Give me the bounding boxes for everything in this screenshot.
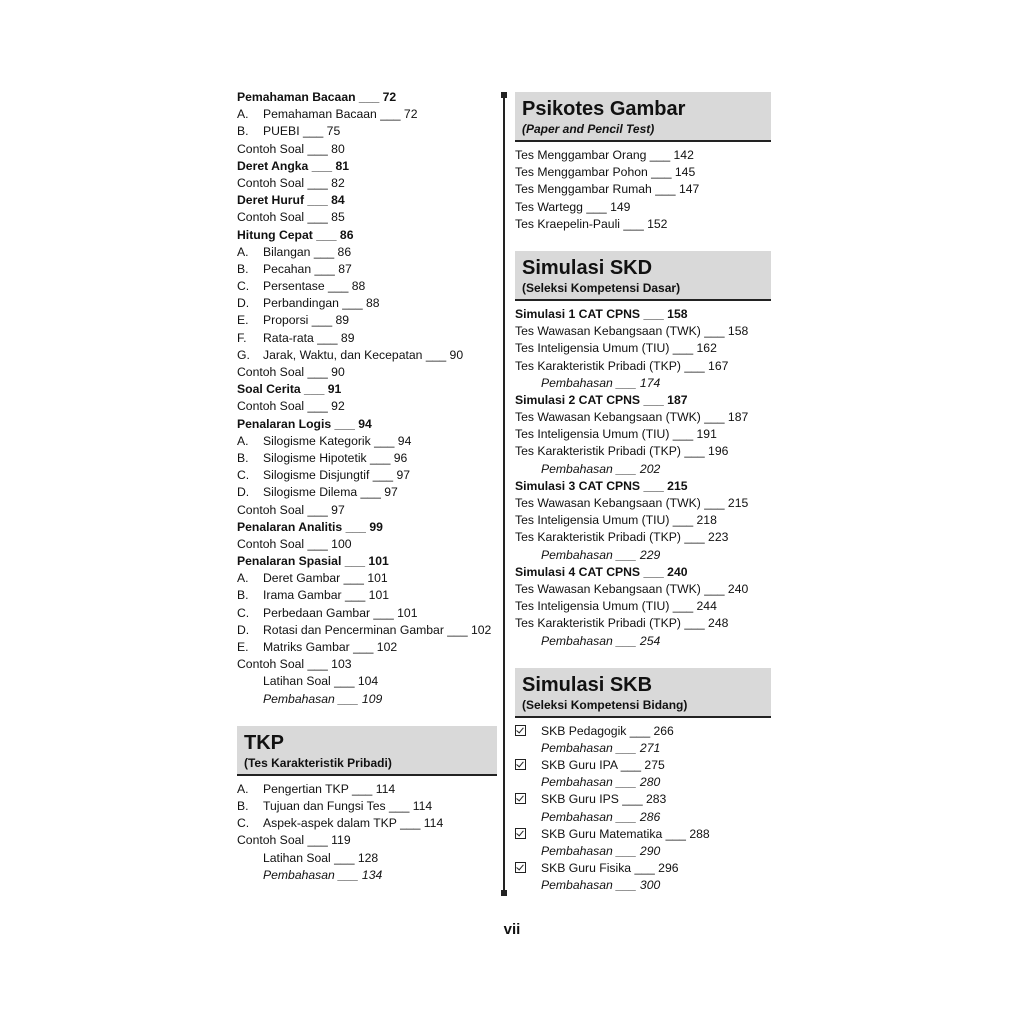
toc-entry-text: Deret Angka ___ 81 [237,158,350,173]
toc-entry [237,553,497,570]
toc-entry [237,347,497,364]
toc-entry [515,564,771,581]
toc-entry-text: Perbandingan ___ 88 [263,296,380,311]
toc-entry [237,141,497,158]
checkbox-checked-icon [515,725,526,736]
toc-entry [237,312,497,329]
toc-list [237,781,497,884]
toc-entry-text: Tes Inteligensia Umum (TIU) ___ 191 [515,427,717,442]
toc-entry [515,340,771,357]
toc-entry-letter: G. [237,347,250,362]
section-title: Simulasi SKB [522,673,653,696]
toc-entry-text: Rotasi dan Pencerminan Gambar ___ 102 [263,622,492,637]
toc-list [515,723,771,895]
toc-entry [237,832,497,849]
toc-entry-text: SKB Guru Fisika ___ 296 [541,861,679,876]
toc-entry [237,192,497,209]
toc-entry-text: Simulasi 1 CAT CPNS ___ 158 [515,306,688,321]
toc-entry-letter: E. [237,640,249,654]
toc-entry-text: SKB Guru IPA ___ 275 [541,758,665,773]
toc-entry-text: Pemahaman Bacaan ___ 72 [237,90,397,104]
toc-entry [515,181,771,198]
toc-entry-text: Contoh Soal ___ 103 [237,657,352,672]
toc-entry [515,478,771,495]
toc-entry-text: Tes Inteligensia Umum (TIU) ___ 162 [515,341,717,356]
toc-entry [515,358,771,375]
toc-entry [515,147,771,164]
toc-entry [237,867,497,884]
section-subtitle: (Tes Karakteristik Pribadi) [244,755,392,770]
toc-entry [237,89,497,106]
toc-entry [515,547,771,564]
section-title: Psikotes Gambar [522,98,686,120]
toc-entry [237,123,497,140]
toc-entry [515,461,771,478]
toc-entry [237,519,497,536]
toc-entry-letter: F. [237,330,247,345]
section-header-tkp [237,726,497,776]
column-divider [503,94,505,894]
toc-entry [515,495,771,512]
toc-entry-text: Penalaran Spasial ___ 101 [237,554,389,569]
toc-entry-text: Contoh Soal ___ 80 [237,141,345,156]
toc-entry [237,209,497,226]
toc-entry [237,502,497,519]
section-title: Simulasi SKD [522,256,653,279]
toc-entry-text: Silogisme Disjungtif ___ 97 [263,468,411,483]
toc-entry-letter: B. [237,261,249,276]
toc-entry-text: Simulasi 2 CAT CPNS ___ 187 [515,392,688,407]
toc-entry-text: Penalaran Logis ___ 94 [237,416,372,431]
toc-entry [237,175,497,192]
toc-entry-text: Tes Wartegg ___ 149 [515,199,631,214]
toc-entry [515,512,771,529]
toc-entry [515,443,771,460]
toc-entry-text: Tes Wawasan Kebangsaan (TWK) ___ 240 [515,581,749,596]
toc-entry [237,295,497,312]
toc-entry-letter: A. [237,571,249,586]
section-subtitle: (Seleksi Kompetensi Bidang) [522,697,688,712]
toc-entry [515,409,771,426]
toc-entry [237,398,497,415]
toc-entry-text: Deret Gambar ___ 101 [263,571,388,586]
toc-entry-text: PUEBI ___ 75 [263,124,341,139]
toc-entry [237,450,497,467]
toc-entry [515,740,771,757]
toc-entry-text: Contoh Soal ___ 82 [237,175,345,190]
toc-entry-text: Simulasi 4 CAT CPNS ___ 240 [515,564,688,579]
toc-entry [515,877,771,894]
toc-entry-text: Pembahasan ___ 174 [541,375,661,390]
toc-entry [237,691,497,708]
toc-entry [515,757,771,774]
toc-entry [237,330,497,347]
checkbox-checked-icon [515,828,526,839]
toc-entry [515,216,771,233]
toc-entry-letter: B. [237,450,249,465]
toc-entry-text: Contoh Soal ___ 100 [237,536,352,551]
section-header-psikotes [515,92,771,142]
toc-entry-text: Contoh Soal ___ 90 [237,365,345,379]
toc-entry-text: Pembahasan ___ 202 [541,461,661,476]
toc-entry-text: SKB Pedagogik ___ 266 [541,723,674,738]
toc-entry-letter: C. [237,605,250,620]
toc-entry [515,809,771,826]
toc-entry [515,774,771,791]
toc-entry-text: Tes Inteligensia Umum (TIU) ___ 218 [515,513,717,528]
toc-list [515,306,771,650]
toc-entry-text: Pengertian TKP ___ 114 [263,781,396,796]
toc-entry-text: Pembahasan ___ 229 [541,547,661,562]
toc-left-column [237,89,497,884]
toc-entry-letter: D. [237,622,250,637]
toc-entry-text: SKB Guru IPS ___ 283 [541,792,667,807]
toc-entry-text: Tes Menggambar Pohon ___ 145 [515,165,696,180]
toc-entry-text: Pembahasan ___ 300 [541,878,661,893]
toc-entry-letter: B. [237,588,249,603]
toc-entry-text: SKB Guru Matematika ___ 288 [541,826,710,841]
toc-entry [237,587,497,604]
toc-entry-text: Silogisme Hipotetik ___ 96 [263,450,408,465]
toc-entry [515,529,771,546]
toc-entry-text: Hitung Cepat ___ 86 [237,227,354,242]
toc-entry-text: Tes Karakteristik Pribadi (TKP) ___ 223 [515,530,729,545]
toc-entry-text: Silogisme Kategorik ___ 94 [263,433,412,448]
checkbox-checked-icon [515,759,526,770]
toc-entry-letter: D. [237,485,250,500]
toc-entry-text: Tes Menggambar Orang ___ 142 [515,148,694,162]
toc-entry [237,227,497,244]
toc-entry-text: Perbedaan Gambar ___ 101 [263,605,418,620]
toc-entry [237,622,497,639]
toc-entry [237,364,497,381]
toc-entry-text: Tes Wawasan Kebangsaan (TWK) ___ 158 [515,324,749,339]
toc-entry [515,323,771,340]
toc-entry-letter: A. [237,433,249,448]
toc-list [237,89,497,708]
toc-entry-text: Pembahasan ___ 286 [541,809,661,824]
toc-entry [515,791,771,808]
divider-cap-bottom [501,890,507,896]
toc-entry [515,581,771,598]
toc-entry [237,850,497,867]
toc-entry-text: Pembahasan ___ 109 [263,691,383,706]
toc-entry [515,615,771,632]
toc-entry [515,633,771,650]
toc-right-column [515,92,771,895]
divider-cap-top [501,92,507,98]
toc-entry-text: Tes Karakteristik Pribadi (TKP) ___ 196 [515,444,729,459]
toc-entry-text: Pembahasan ___ 280 [541,775,661,790]
toc-entry-letter: D. [237,296,250,311]
toc-entry-text: Penalaran Analitis ___ 99 [237,519,383,534]
toc-entry-text: Pemahaman Bacaan ___ 72 [263,107,418,122]
toc-entry [237,244,497,261]
toc-entry-letter: B. [237,798,249,813]
toc-entry [237,605,497,622]
toc-entry-text: Tes Menggambar Rumah ___ 147 [515,182,700,197]
toc-entry [237,673,497,690]
toc-entry [515,826,771,843]
toc-entry [515,426,771,443]
toc-entry-text: Aspek-aspek dalam TKP ___ 114 [263,816,444,831]
toc-entry-letter: C. [237,468,250,483]
toc-entry-text: Pembahasan ___ 254 [541,633,661,648]
toc-entry [237,416,497,433]
toc-entry-text: Simulasi 3 CAT CPNS ___ 215 [515,478,688,493]
toc-entry [237,781,497,798]
toc-entry [237,158,497,175]
toc-entry [237,570,497,587]
toc-entry [515,199,771,216]
toc-entry-text: Pembahasan ___ 271 [541,740,661,755]
toc-entry [237,798,497,815]
section-subtitle: (Seleksi Kompetensi Dasar) [522,280,681,295]
toc-entry-text: Tes Wawasan Kebangsaan (TWK) ___ 215 [515,496,749,510]
toc-entry [515,375,771,392]
checkbox-checked-icon [515,862,526,873]
toc-entry-text: Latihan Soal ___ 128 [263,850,379,865]
toc-entry-text: Pembahasan ___ 290 [541,844,661,858]
toc-entry [515,723,771,740]
section-header-skb [515,668,771,718]
toc-entry [515,164,771,181]
toc-entry [515,843,771,860]
toc-entry [237,106,497,123]
toc-entry-letter: C. [237,816,250,831]
toc-entry-letter: A. [237,781,249,796]
section-header-skd [515,251,771,301]
toc-entry-text: Bilangan ___ 86 [263,244,352,259]
toc-entry-text: Tes Wawasan Kebangsaan (TWK) ___ 187 [515,410,749,425]
toc-entry [237,536,497,553]
checkbox-checked-icon [515,793,526,804]
toc-entry-text: Persentase ___ 88 [263,279,366,294]
toc-entry [237,381,497,398]
toc-entry-text: Contoh Soal ___ 92 [237,399,345,414]
toc-entry [237,261,497,278]
toc-entry-text: Tes Karakteristik Pribadi (TKP) ___ 167 [515,358,729,373]
toc-entry-text: Deret Huruf ___ 84 [237,193,345,208]
toc-entry-letter: A. [237,107,249,122]
toc-entry [237,656,497,673]
toc-entry-letter: C. [237,279,250,294]
toc-entry-text: Pembahasan ___ 134 [263,867,383,882]
section-title: TKP [244,731,284,754]
toc-entry [515,392,771,409]
toc-entry-text: Tes Kraepelin-Pauli ___ 152 [515,216,668,231]
toc-entry-text: Silogisme Dilema ___ 97 [263,485,398,500]
toc-entry [515,306,771,323]
toc-entry-letter: B. [237,124,249,139]
toc-entry [237,639,497,656]
toc-entry [237,815,497,832]
toc-entry-text: Proporsi ___ 89 [263,313,350,328]
toc-entry [237,278,497,295]
toc-entry-text: Irama Gambar ___ 101 [263,588,390,603]
toc-entry-text: Contoh Soal ___ 119 [237,833,351,848]
toc-entry-letter: E. [237,313,249,328]
toc-list [515,147,771,233]
toc-entry [515,860,771,877]
toc-entry [237,484,497,501]
toc-entry-text: Tujuan dan Fungsi Tes ___ 114 [263,798,433,813]
toc-entry [237,433,497,450]
toc-entry-text: Matriks Gambar ___ 102 [263,640,398,654]
toc-entry-text: Pecahan ___ 87 [263,261,352,276]
toc-entry-text: Contoh Soal ___ 97 [237,502,345,517]
toc-entry-text: Soal Cerita ___ 91 [237,382,342,397]
toc-entry [237,467,497,484]
toc-entry [515,598,771,615]
toc-entry-text: Contoh Soal ___ 85 [237,210,345,225]
toc-entry-text: Jarak, Waktu, dan Kecepatan ___ 90 [263,347,464,362]
page-number: vii [503,921,521,938]
toc-entry-text: Tes Karakteristik Pribadi (TKP) ___ 248 [515,616,729,631]
toc-entry-text: Tes Inteligensia Umum (TIU) ___ 244 [515,599,717,614]
toc-entry-text: Rata-rata ___ 89 [263,330,355,345]
toc-entry-letter: A. [237,244,249,259]
toc-entry-text: Latihan Soal ___ 104 [263,674,379,689]
section-subtitle: (Paper and Pencil Test) [522,122,655,136]
